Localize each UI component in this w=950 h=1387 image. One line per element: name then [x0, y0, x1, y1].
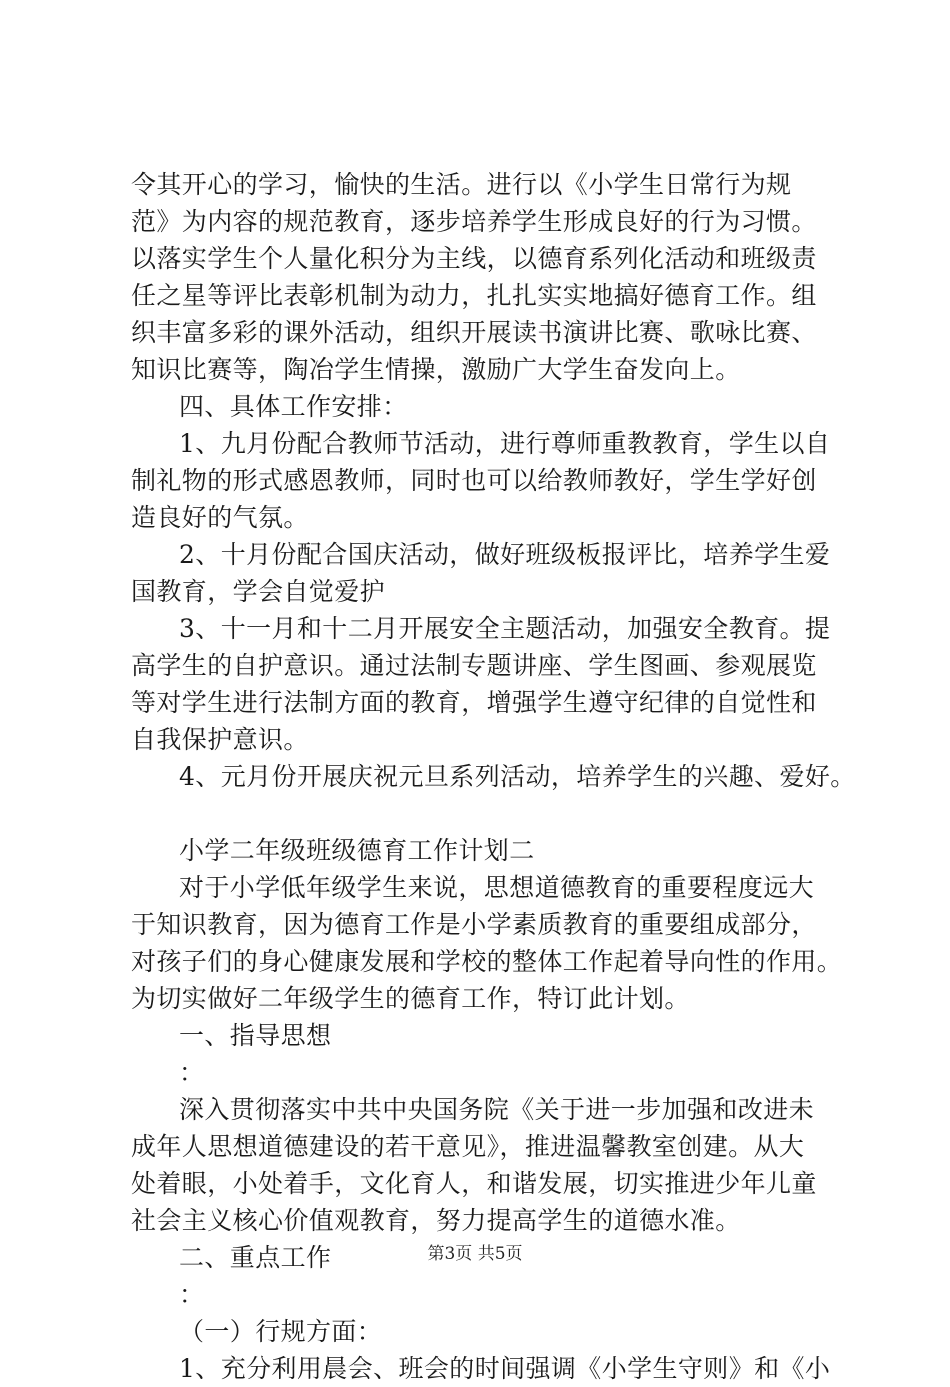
- text-line: 织丰富多彩的课外活动，组织开展读书演讲比赛、歌咏比赛、: [131, 318, 817, 347]
- text-line: 以落实学生个人量化积分为主线，以德育系列化活动和班级责: [131, 244, 817, 273]
- text-line: 社会主义核心价值观教育，努力提高学生的道德水准。: [131, 1206, 741, 1235]
- text-line: 造良好的气氛。: [131, 503, 309, 532]
- text-line: 对孩子们的身心健康发展和学校的整体工作起着导向性的作用。: [131, 947, 843, 976]
- text-line: 成年人思想道德建设的若干意见》，推进温馨教室创建。从大: [131, 1132, 805, 1161]
- section-heading: 一、指导思想: [179, 1021, 332, 1050]
- text-line: 2、十月份配合国庆活动，做好班级板报评比，培养学生爱: [179, 540, 831, 569]
- text-line: 自我保护意识。: [131, 725, 309, 754]
- text-line: ：: [179, 1280, 205, 1309]
- text-line: ：: [179, 1058, 205, 1087]
- text-line: 3、十一月和十二月开展安全主题活动，加强安全教育。提: [179, 614, 831, 643]
- page-footer: [0, 1242, 950, 1266]
- blank-line: [131, 795, 851, 832]
- text-line: 制礼物的形式感恩教师，同时也可以给教师教好，学生学好创: [131, 466, 817, 495]
- text-line: 国教育，学会自觉爱护: [131, 577, 386, 606]
- text-line: 等对学生进行法制方面的教育，增强学生遵守纪律的自觉性和: [131, 688, 817, 717]
- section-heading: 四、具体工作安排：: [179, 392, 408, 421]
- text-line: 处着眼，小处着手，文化育人，和谐发展，切实推进少年儿童: [131, 1169, 817, 1198]
- text-line: 高学生的自护意识。通过法制专题讲座、学生图画、参观展览: [131, 651, 817, 680]
- text-line: 知识比赛等，陶冶学生情操，激励广大学生奋发向上。: [131, 355, 741, 384]
- text-line: 任之星等评比表彰机制为动力，扎扎实实地搞好德育工作。组: [131, 281, 817, 310]
- text-line: 范》为内容的规范教育，逐步培养学生形成良好的行为习惯。: [131, 207, 817, 236]
- text-line: 为切实做好二年级学生的德育工作，特订此计划。: [131, 984, 690, 1013]
- text-line: 对于小学低年级学生来说，思想道德教育的重要程度远大: [179, 873, 815, 902]
- text-line: 令其开心的学习，愉快的生活。进行以《小学生日常行为规: [131, 170, 792, 199]
- page-number: 第3页 共5页: [427, 1244, 523, 1264]
- text-line: 深入贯彻落实中共中央国务院《关于进一步加强和改进未: [179, 1095, 815, 1124]
- section-heading: 二、重点工作: [179, 1243, 332, 1272]
- text-line: 于知识教育，因为德育工作是小学素质教育的重要组成部分，: [131, 910, 817, 939]
- document-subtitle: 小学二年级班级德育工作计划二: [179, 836, 535, 865]
- text-line: 1、九月份配合教师节活动，进行尊师重教教育，学生以自: [179, 429, 831, 458]
- text-line: 1、充分利用晨会、班会的时间强调《小学生守则》和《小: [179, 1354, 831, 1383]
- text-line: 4、元月份开展庆祝元旦系列活动，培养学生的兴趣、爱好。: [179, 762, 856, 791]
- subsection-heading: （一）行规方面：: [179, 1317, 383, 1346]
- document-body: [131, 166, 856, 1387]
